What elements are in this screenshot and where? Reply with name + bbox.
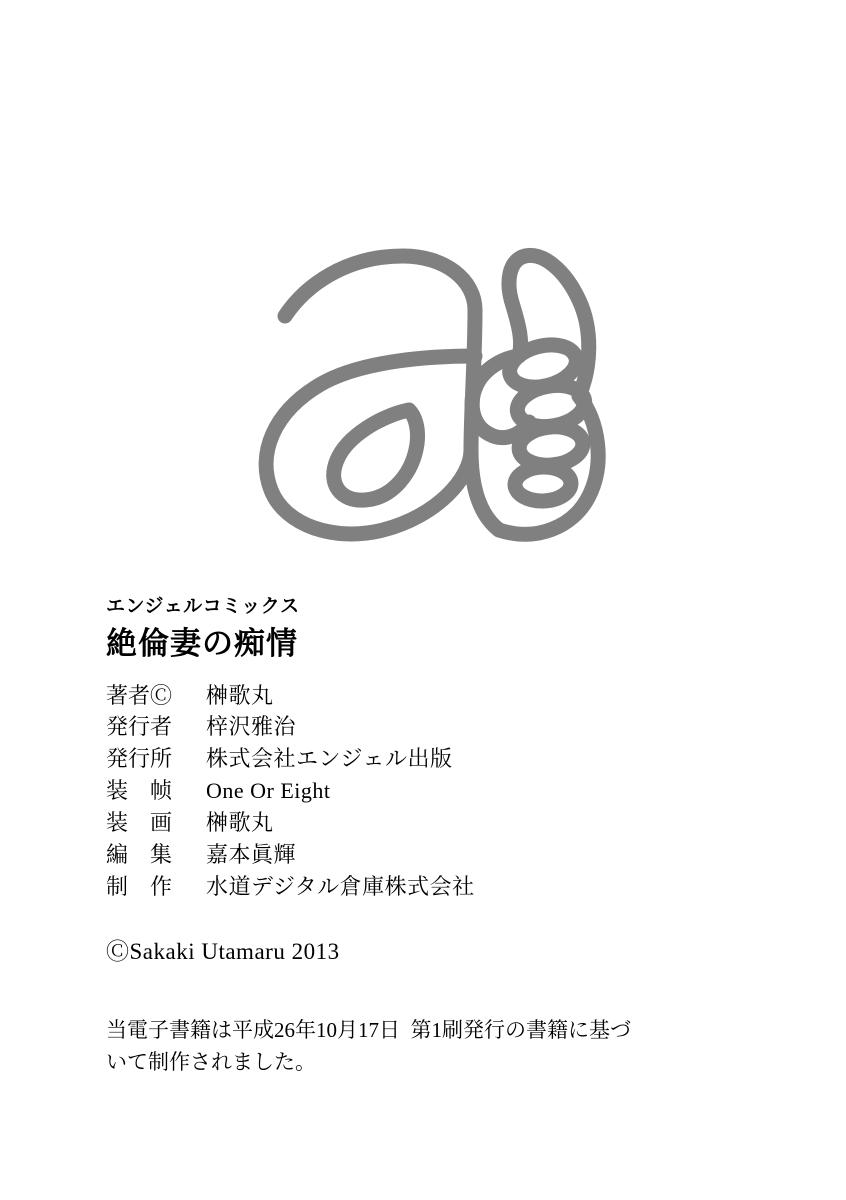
credit-value: 梓沢雅治 (206, 714, 297, 740)
ebook-note (106, 1014, 726, 1079)
credit-value: 榊歌丸 (206, 682, 274, 708)
credit-value: 株式会社エンジェル出版 (206, 746, 453, 772)
credit-role: 装 画 (106, 810, 173, 836)
credits-list (106, 680, 746, 903)
credit-value: 榊歌丸 (206, 810, 274, 836)
credit-value: 水道デジタル倉庫株式会社 (206, 873, 475, 899)
copyright-line: ⒸSakaki Utamaru 2013 (106, 938, 340, 964)
colophon-block (106, 596, 746, 1079)
credit-row (106, 711, 746, 743)
credit-role: 発行所 (106, 746, 173, 772)
ebook-note-line: いて制作されました。 (106, 1050, 316, 1075)
credit-role: 編 集 (106, 842, 173, 867)
credit-value: 嘉本眞輝 (206, 842, 297, 867)
credit-value: One Or Eight (206, 778, 331, 804)
book-title: 絶倫妻の痴情 (106, 625, 298, 661)
series-label: エンジェルコミックス (106, 596, 300, 617)
publisher-logo (0, 150, 846, 580)
ebook-note-line: 当電子書籍は平成26年10月17日 第1刷発行の書籍に基づ (106, 1017, 631, 1042)
credit-row (106, 680, 746, 712)
credit-role: 著者Ⓒ (106, 682, 173, 708)
credit-row (106, 743, 746, 775)
credit-row (106, 871, 746, 903)
angel-a-hand-logo-icon (213, 160, 633, 570)
credit-role: 装 帧 (106, 778, 173, 804)
credit-row (106, 775, 746, 807)
credit-row (106, 807, 746, 839)
credit-row (106, 839, 746, 871)
credit-role: 発行者 (106, 714, 173, 740)
credit-role: 制 作 (106, 873, 173, 899)
